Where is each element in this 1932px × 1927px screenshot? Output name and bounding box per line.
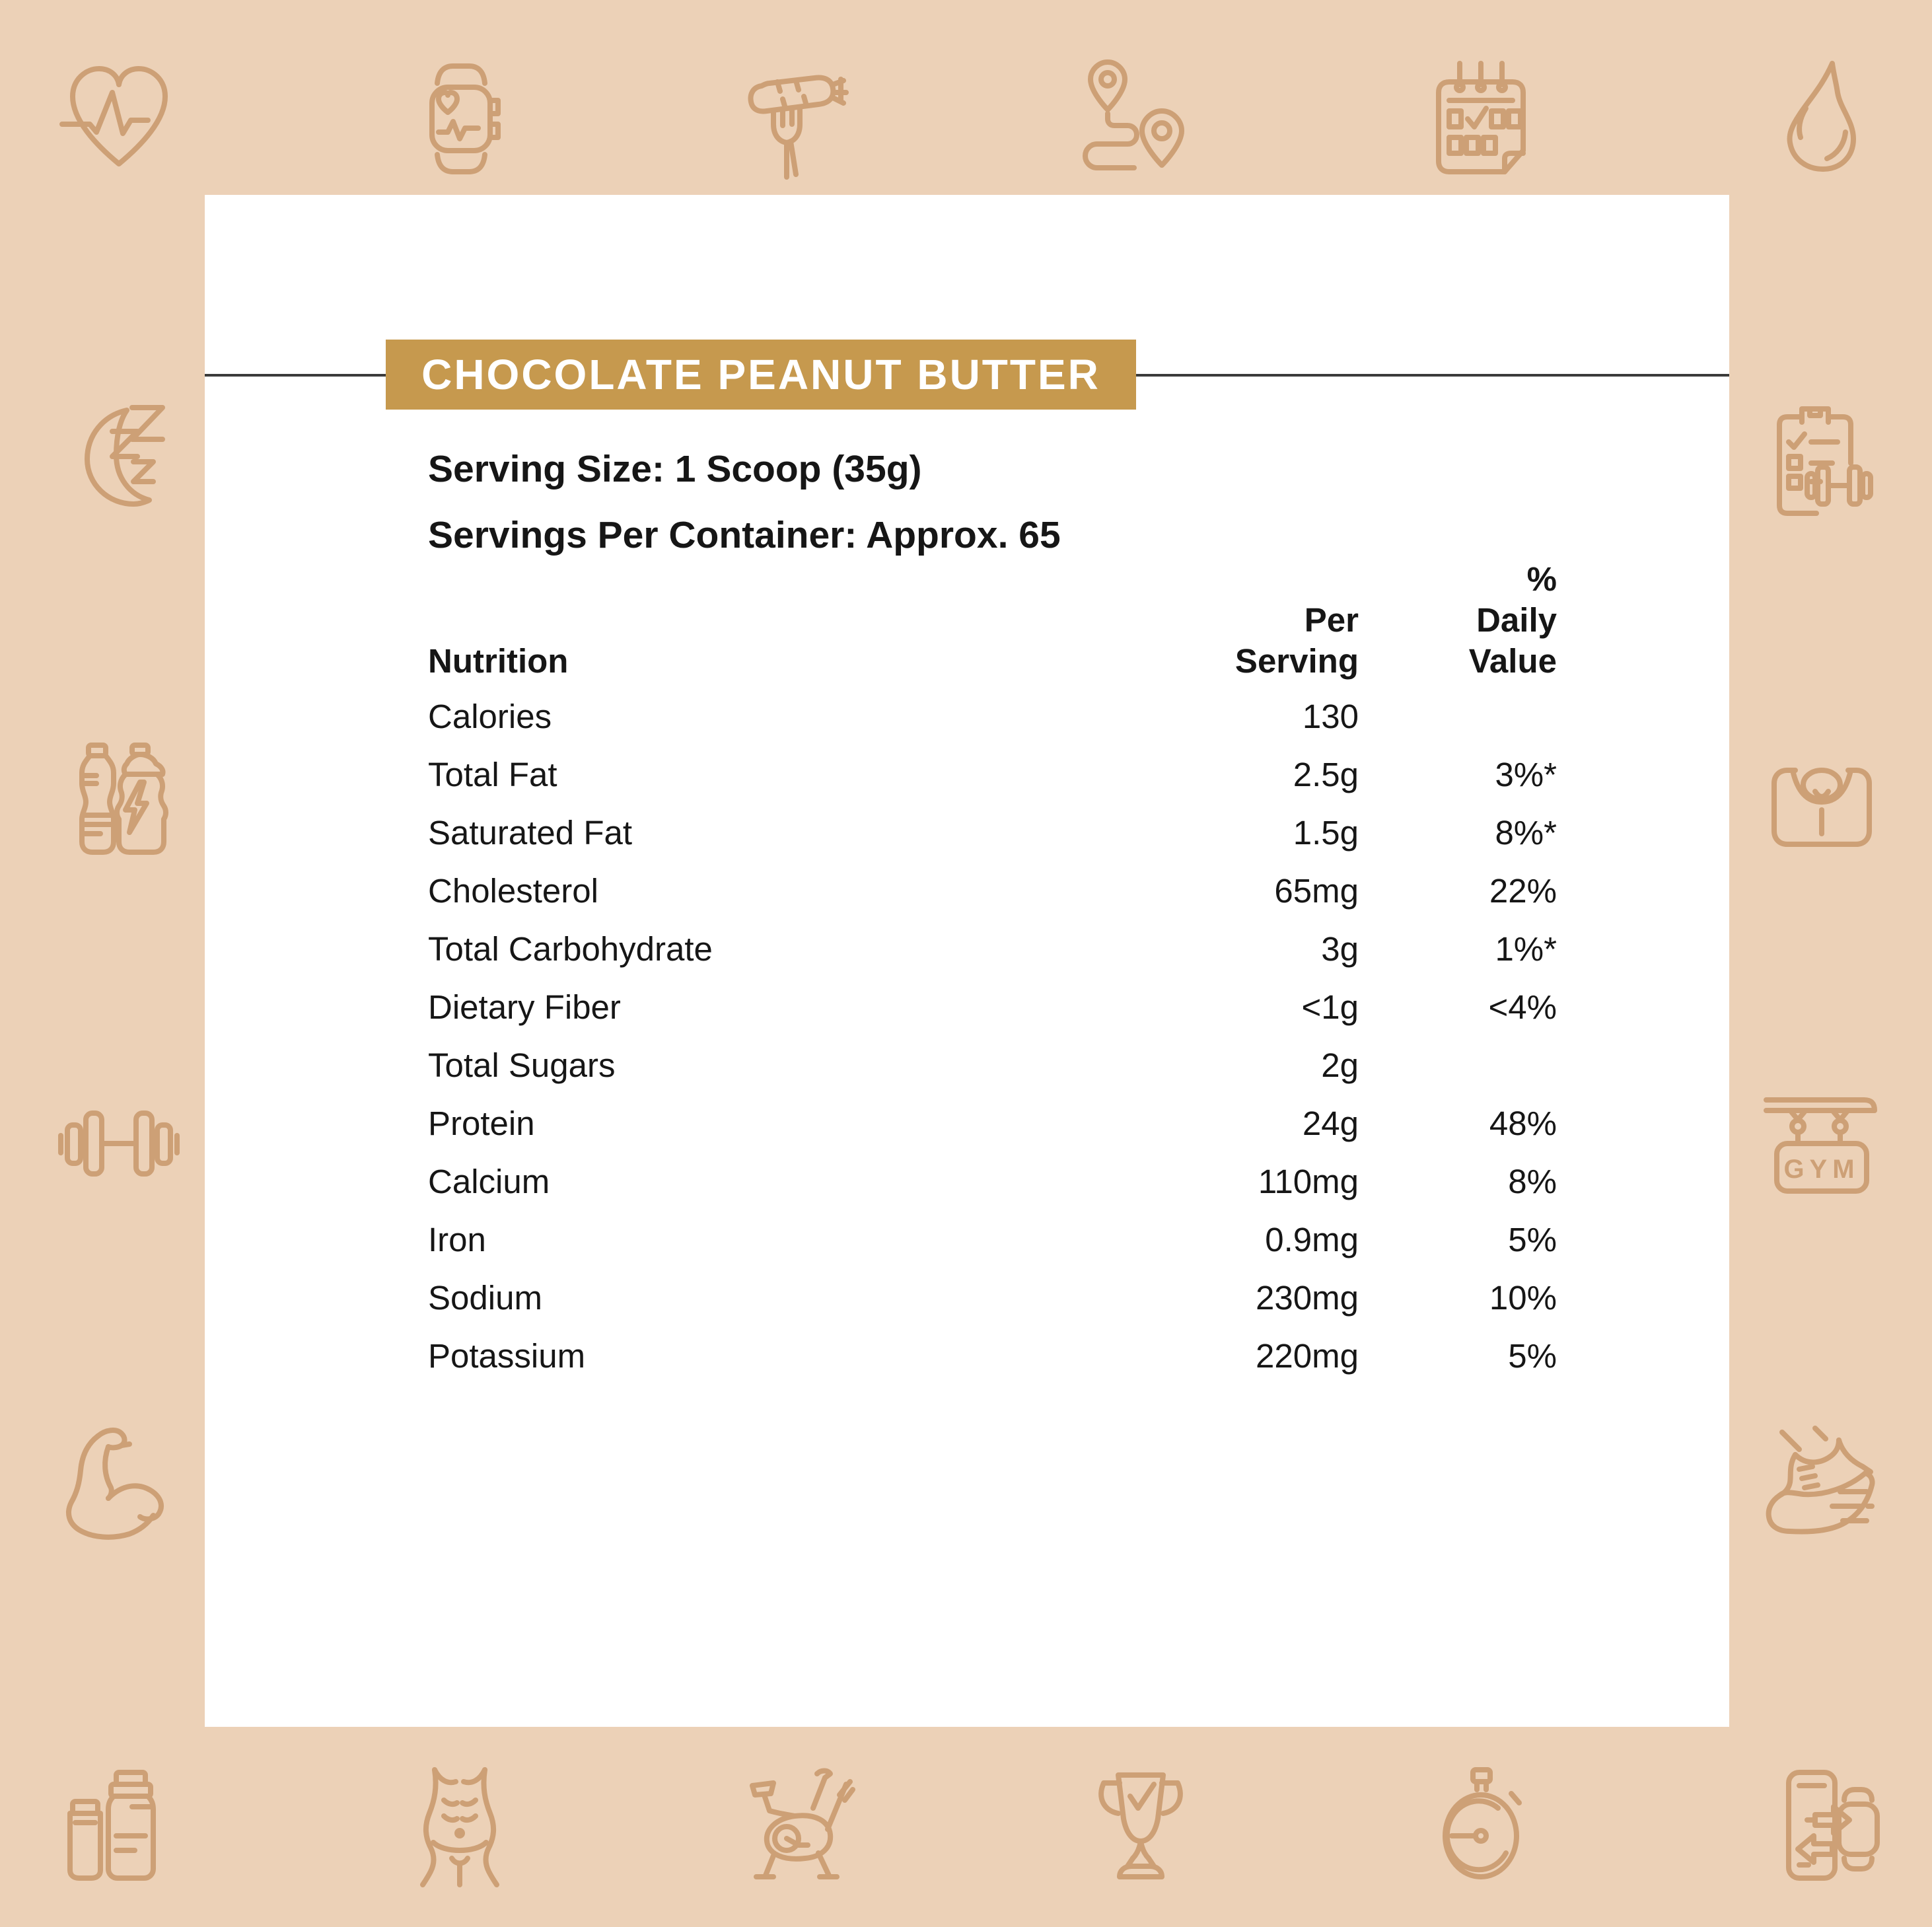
water-bottles-icon (53, 736, 185, 868)
abs-torso-icon (394, 1761, 526, 1893)
nutrient-label: Saturated Fat (428, 813, 633, 852)
header-per-serving (1141, 600, 1359, 682)
table-row-potassium (428, 1327, 1557, 1385)
table-row-iron (428, 1210, 1557, 1268)
trophy-check-icon (1075, 1761, 1207, 1893)
nutrient-label: Protein (428, 1104, 535, 1142)
bicep-arm-icon (53, 1419, 185, 1551)
serving-size-text: Serving Size: 1 Scoop (35g) (428, 448, 922, 490)
flavor-banner (386, 340, 1136, 410)
nutrient-label: Calcium (428, 1162, 550, 1200)
table-row-calories (428, 687, 1557, 745)
per-serving-value: 110mg (1258, 1162, 1359, 1200)
flame-icon (1756, 53, 1888, 185)
route-pins-icon (1075, 53, 1207, 185)
nutrient-label: Total Sugars (428, 1046, 616, 1084)
carrot-fork-icon (734, 53, 866, 185)
nutrient-label: Calories (428, 697, 552, 735)
per-serving-value: 130 (1302, 697, 1359, 735)
daily-value: 8%* (1495, 813, 1557, 852)
table-row-total-carbohydrate (428, 920, 1557, 978)
table-row-saturated-fat (428, 803, 1557, 861)
daily-value: 22% (1489, 871, 1557, 910)
stopwatch-icon (1415, 1761, 1547, 1893)
per-serving-value: 1.5g (1293, 813, 1359, 852)
heart-pulse-icon (53, 53, 185, 185)
gym-sign-icon (1756, 1077, 1888, 1210)
nutrient-label: Potassium (428, 1336, 586, 1375)
header-value: Value (1468, 642, 1557, 680)
daily-value: <4% (1488, 988, 1557, 1026)
daily-value: 8% (1508, 1162, 1557, 1200)
header-daily-value (1359, 559, 1557, 682)
gym-sign-text: GYM (1783, 1155, 1860, 1184)
daily-value: 48% (1489, 1104, 1557, 1142)
header-daily: Daily (1476, 601, 1557, 639)
header-serving: Serving (1234, 642, 1359, 680)
flavor-title: CHOCOLATE PEANUT BUTTER (421, 351, 1100, 398)
nutrient-label: Total Carbohydrate (428, 929, 713, 968)
weight-scale-icon (1756, 736, 1888, 868)
nutrient-label: Cholesterol (428, 871, 598, 910)
dumbbell-icon (53, 1077, 185, 1210)
per-serving-value: 24g (1302, 1104, 1359, 1142)
nutrition-rows (428, 687, 1557, 1385)
daily-value: 10% (1489, 1278, 1557, 1317)
table-row-protein (428, 1094, 1557, 1152)
nutrition-table-header (428, 559, 1557, 682)
nutrient-label: Dietary Fiber (428, 988, 621, 1026)
smartwatch-icon (394, 53, 526, 185)
table-row-total-fat (428, 745, 1557, 803)
table-row-dietary-fiber (428, 978, 1557, 1036)
moon-zzz-icon (53, 394, 185, 527)
phone-sync-icon (1756, 1761, 1888, 1893)
running-shoe-icon (1756, 1419, 1888, 1551)
servings-per-container-text: Servings Per Container: Approx. 65 (428, 514, 1061, 556)
exercise-bike-icon (734, 1761, 866, 1893)
header-percent: % (1526, 560, 1557, 598)
daily-value: 1%* (1495, 929, 1557, 968)
per-serving-value: 65mg (1274, 871, 1359, 910)
header-per: Per (1304, 601, 1359, 639)
table-row-total-sugars (428, 1036, 1557, 1094)
daily-value: 3%* (1495, 755, 1557, 793)
serving-info (428, 436, 1061, 568)
per-serving-value: 220mg (1256, 1336, 1359, 1375)
per-serving-value: 230mg (1256, 1278, 1359, 1317)
supplement-jars-icon (53, 1761, 185, 1893)
per-serving-value: <1g (1301, 988, 1359, 1026)
table-row-cholesterol (428, 861, 1557, 920)
clipboard-workout-icon (1756, 394, 1888, 527)
table-row-calcium (428, 1152, 1557, 1210)
daily-value: 5% (1508, 1220, 1557, 1258)
calendar-check-icon (1415, 53, 1547, 185)
table-row-sodium (428, 1268, 1557, 1327)
nutrient-label: Total Fat (428, 755, 557, 793)
nutrient-label: Iron (428, 1220, 486, 1258)
nutrient-label: Sodium (428, 1278, 542, 1317)
daily-value: 5% (1508, 1336, 1557, 1375)
nutrition-table (428, 559, 1557, 1385)
header-nutrition: Nutrition (428, 642, 569, 680)
per-serving-value: 3g (1321, 929, 1359, 968)
per-serving-value: 2g (1321, 1046, 1359, 1084)
per-serving-value: 2.5g (1293, 755, 1359, 793)
per-serving-value: 0.9mg (1265, 1220, 1359, 1258)
